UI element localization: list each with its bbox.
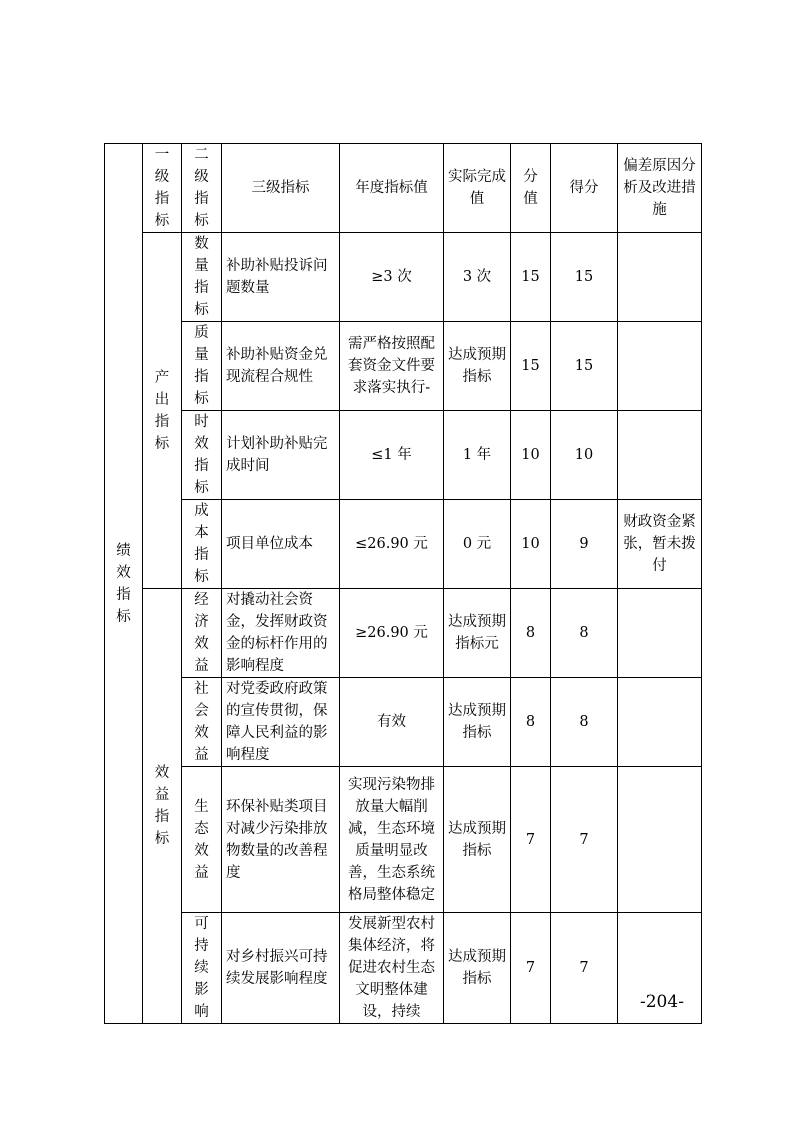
actual-value: 达成预期指标元 bbox=[444, 589, 511, 678]
actual-value: 达成预期指标 bbox=[444, 767, 511, 913]
top-group-label: 绩效指标 bbox=[116, 542, 131, 625]
actual-value: 0 元 bbox=[444, 500, 511, 589]
score-value: 8 bbox=[551, 589, 618, 678]
table-row bbox=[105, 913, 702, 1024]
sub-label: 可持续影响 bbox=[194, 916, 209, 1020]
weight-value: 7 bbox=[511, 913, 551, 1024]
third-level: 对乡村振兴可持续发展影响程度 bbox=[222, 913, 340, 1024]
group-label: 效益指标 bbox=[154, 765, 170, 847]
sub-cell bbox=[182, 767, 222, 913]
third-level: 补助补贴资金兑现流程合规性 bbox=[222, 322, 340, 411]
score-value: 15 bbox=[551, 322, 618, 411]
table-row bbox=[105, 322, 702, 411]
note-value: 财政资金紧张，暂未拨付 bbox=[618, 500, 702, 589]
note-value bbox=[618, 589, 702, 678]
header-cell bbox=[143, 144, 182, 233]
header-level3: 三级指标 bbox=[222, 144, 340, 233]
third-level: 对党委政府政策的宣传贯彻，保障人民利益的影响程度 bbox=[222, 678, 340, 767]
table-row bbox=[105, 500, 702, 589]
group-cell bbox=[143, 589, 182, 1024]
sub-cell bbox=[182, 411, 222, 500]
sub-cell bbox=[182, 913, 222, 1024]
weight-value: 10 bbox=[511, 500, 551, 589]
header-score: 得分 bbox=[551, 144, 618, 233]
header-level1: 一级指标 bbox=[154, 147, 170, 229]
header-actual: 实际完成值 bbox=[444, 144, 511, 233]
weight-value: 15 bbox=[511, 322, 551, 411]
table-row bbox=[105, 678, 702, 767]
sub-label: 成本指标 bbox=[194, 503, 209, 585]
table-row bbox=[105, 233, 702, 322]
sub-cell bbox=[182, 589, 222, 678]
table-row bbox=[105, 589, 702, 678]
header-cell bbox=[182, 144, 222, 233]
top-group-cell bbox=[105, 144, 143, 1024]
target-value: 需严格按照配套资金文件要求落实执行- bbox=[340, 322, 444, 411]
note-value bbox=[618, 767, 702, 913]
header-cell bbox=[511, 144, 551, 233]
table-row bbox=[105, 411, 702, 500]
note-value bbox=[618, 322, 702, 411]
actual-value: 达成预期指标 bbox=[444, 322, 511, 411]
weight-value: 8 bbox=[511, 678, 551, 767]
sub-label: 经济效益 bbox=[194, 592, 209, 674]
sub-cell bbox=[182, 233, 222, 322]
score-value: 7 bbox=[551, 767, 618, 913]
target-value: 有效 bbox=[340, 678, 444, 767]
target-value: ≥26.90 元 bbox=[340, 589, 444, 678]
third-level: 环保补贴类项目对减少污染排放物数量的改善程度 bbox=[222, 767, 340, 913]
header-weight: 分值 bbox=[523, 169, 538, 207]
note-value bbox=[618, 411, 702, 500]
target-value: 实现污染物排放量大幅削减，生态环境质量明显改善，生态系统格局整体稳定 bbox=[340, 767, 444, 913]
target-value: ≤26.90 元 bbox=[340, 500, 444, 589]
actual-value: 达成预期指标 bbox=[444, 913, 511, 1024]
actual-value: 1 年 bbox=[444, 411, 511, 500]
weight-value: 8 bbox=[511, 589, 551, 678]
weight-value: 10 bbox=[511, 411, 551, 500]
header-level2: 二级指标 bbox=[194, 147, 209, 229]
sub-label: 生态效益 bbox=[194, 798, 209, 881]
header-target: 年度指标值 bbox=[340, 144, 444, 233]
note-value bbox=[618, 678, 702, 767]
weight-value: 15 bbox=[511, 233, 551, 322]
third-level: 项目单位成本 bbox=[222, 500, 340, 589]
page-number: -204- bbox=[640, 992, 684, 1012]
performance-indicator-table bbox=[104, 143, 702, 1024]
score-value: 9 bbox=[551, 500, 618, 589]
third-level: 补助补贴投诉问题数量 bbox=[222, 233, 340, 322]
sub-label: 社会效益 bbox=[194, 681, 209, 763]
target-value: 发展新型农村集体经济，将促进农村生态文明整体建设，持续 bbox=[340, 913, 444, 1024]
group-label: 产出指标 bbox=[154, 369, 170, 452]
table-row bbox=[105, 767, 702, 913]
sub-cell bbox=[182, 500, 222, 589]
sub-label: 时效指标 bbox=[194, 414, 209, 496]
score-value: 15 bbox=[551, 233, 618, 322]
third-level: 对撬动社会资金，发挥财政资金的标杆作用的影响程度 bbox=[222, 589, 340, 678]
note-value bbox=[618, 233, 702, 322]
target-value: ≥3 次 bbox=[340, 233, 444, 322]
actual-value: 达成预期指标 bbox=[444, 678, 511, 767]
weight-value: 7 bbox=[511, 767, 551, 913]
header-note: 偏差原因分析及改进措施 bbox=[618, 144, 702, 233]
score-value: 7 bbox=[551, 913, 618, 1024]
sub-label: 数量指标 bbox=[194, 236, 209, 318]
third-level: 计划补助补贴完成时间 bbox=[222, 411, 340, 500]
sub-cell bbox=[182, 322, 222, 411]
sub-label: 质量指标 bbox=[194, 325, 209, 407]
actual-value: 3 次 bbox=[444, 233, 511, 322]
group-cell bbox=[143, 233, 182, 589]
target-value: ≤1 年 bbox=[340, 411, 444, 500]
sub-cell bbox=[182, 678, 222, 767]
score-value: 8 bbox=[551, 678, 618, 767]
table-header-row bbox=[105, 144, 702, 233]
score-value: 10 bbox=[551, 411, 618, 500]
